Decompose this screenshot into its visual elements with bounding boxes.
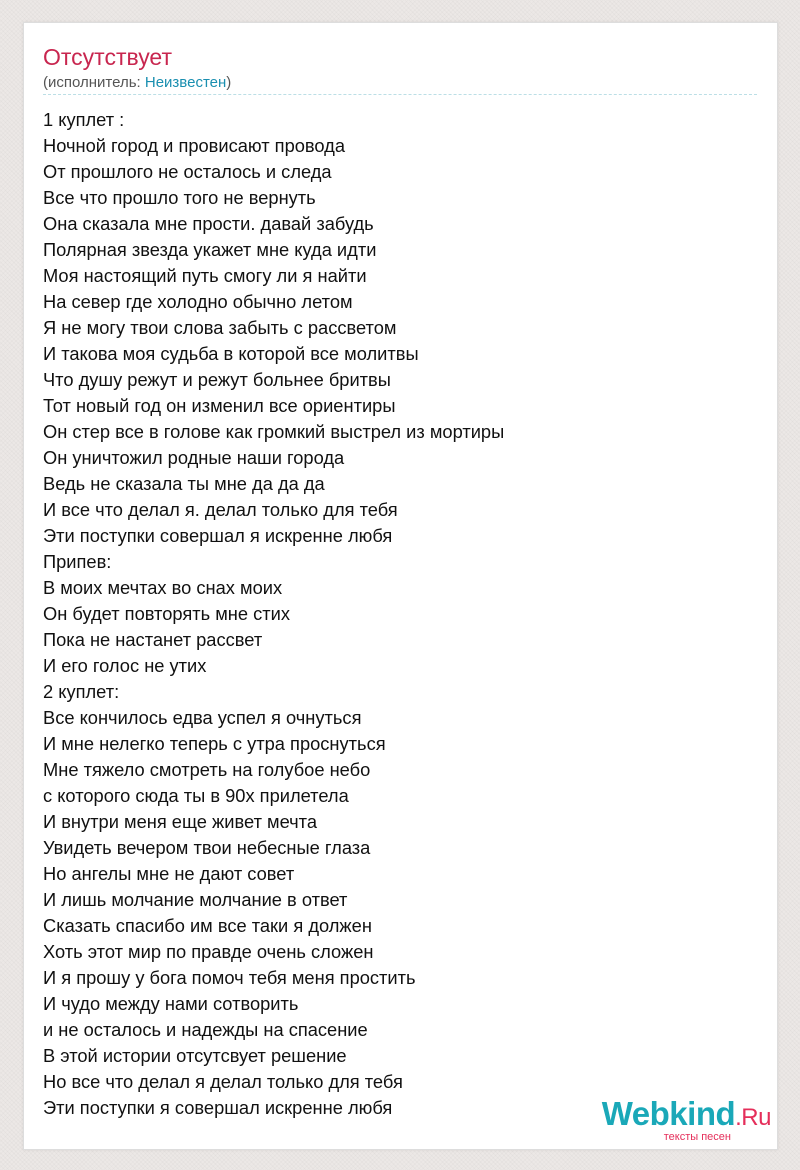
lyric-line: Ночной город и провисают провода — [43, 135, 346, 156]
lyric-line: И чудо между нами сотворить — [43, 993, 299, 1014]
lyric-line: Полярная звезда укажет мне куда идти — [43, 239, 377, 260]
song-title: Отсутствует — [43, 44, 172, 70]
lyric-line: Все кончилось едва успел я очнуться — [43, 707, 362, 728]
logo-tld: .Ru — [735, 1104, 771, 1131]
lyric-line: Он уничтожил родные наши города — [43, 447, 345, 468]
lyric-line: И лишь молчание молчание в ответ — [43, 889, 348, 910]
site-logo[interactable] — [581, 1095, 771, 1145]
lyric-line: Что душу режут и режут больнее бритвы — [43, 369, 391, 390]
lyric-line: От прошлого не осталось и следа — [43, 161, 332, 182]
artist-link[interactable]: Неизвестен — [144, 74, 227, 91]
lyrics-text — [43, 107, 743, 1121]
artist-prefix: (исполнитель: — [43, 74, 145, 91]
lyric-line: Припев: — [43, 551, 112, 572]
lyric-line: и не осталось и надежды на спасение — [43, 1019, 368, 1040]
artist-suffix: ) — [226, 74, 232, 91]
lyric-line: 2 куплет: — [43, 681, 120, 702]
lyric-line: Хоть этот мир по правде очень сложен — [43, 941, 374, 962]
lyric-line: Эти поступки я совершал искренне любя — [43, 1097, 393, 1118]
lyric-line: Он стер все в голове как громкий выстрел из мортиры — [43, 421, 505, 442]
artist-line — [43, 74, 231, 92]
logo-word: Webkind — [601, 1095, 736, 1132]
lyric-line: И мне нелегко теперь с утра проснуться — [43, 733, 386, 754]
lyric-line: Он будет повторять мне стих — [43, 603, 291, 624]
logo-tagline: тексты песен — [663, 1131, 731, 1143]
lyric-line: И я прошу у бога помоч тебя меня простить — [43, 967, 416, 988]
lyric-line: И такова моя судьба в которой все молитвы — [43, 343, 419, 364]
lyric-line: Ведь не сказала ты мне да да да — [43, 473, 325, 494]
lyric-line: И все что делал я. делал только для тебя — [43, 499, 398, 520]
lyric-line: Мне тяжело смотреть на голубое небо — [43, 759, 371, 780]
lyric-line: Моя настоящий путь смогу ли я найти — [43, 265, 367, 286]
lyric-line: с которого сюда ты в 90х прилетела — [43, 785, 349, 806]
lyric-line: И внутри меня еще живет мечта — [43, 811, 318, 832]
lyric-line: Она сказала мне прости. давай забудь — [43, 213, 374, 234]
lyric-line: На север где холодно обычно летом — [43, 291, 353, 312]
title-divider — [43, 94, 757, 95]
lyric-line: Сказать спасибо им все таки я должен — [43, 915, 372, 936]
lyric-line: В моих мечтах во снах моих — [43, 577, 283, 598]
lyric-line: Но ангелы мне не дают совет — [43, 863, 295, 884]
lyric-line: Увидеть вечером твои небесные глаза — [43, 837, 371, 858]
lyric-line: Эти поступки совершал я искренне любя — [43, 525, 393, 546]
lyric-line: Тот новый год он изменил все ориентиры — [43, 395, 396, 416]
lyric-line: Я не могу твои слова забыть с рассветом — [43, 317, 397, 338]
lyric-line: 1 куплет : — [43, 109, 125, 130]
lyric-line: Пока не настанет рассвет — [43, 629, 263, 650]
lyric-line: В этой истории отсутсвует решение — [43, 1045, 347, 1066]
lyric-line: И его голос не утих — [43, 655, 207, 676]
lyric-line: Все что прошло того не вернуть — [43, 187, 316, 208]
lyrics-card — [23, 22, 778, 1150]
lyric-line: Но все что делал я делал только для тебя — [43, 1071, 403, 1092]
